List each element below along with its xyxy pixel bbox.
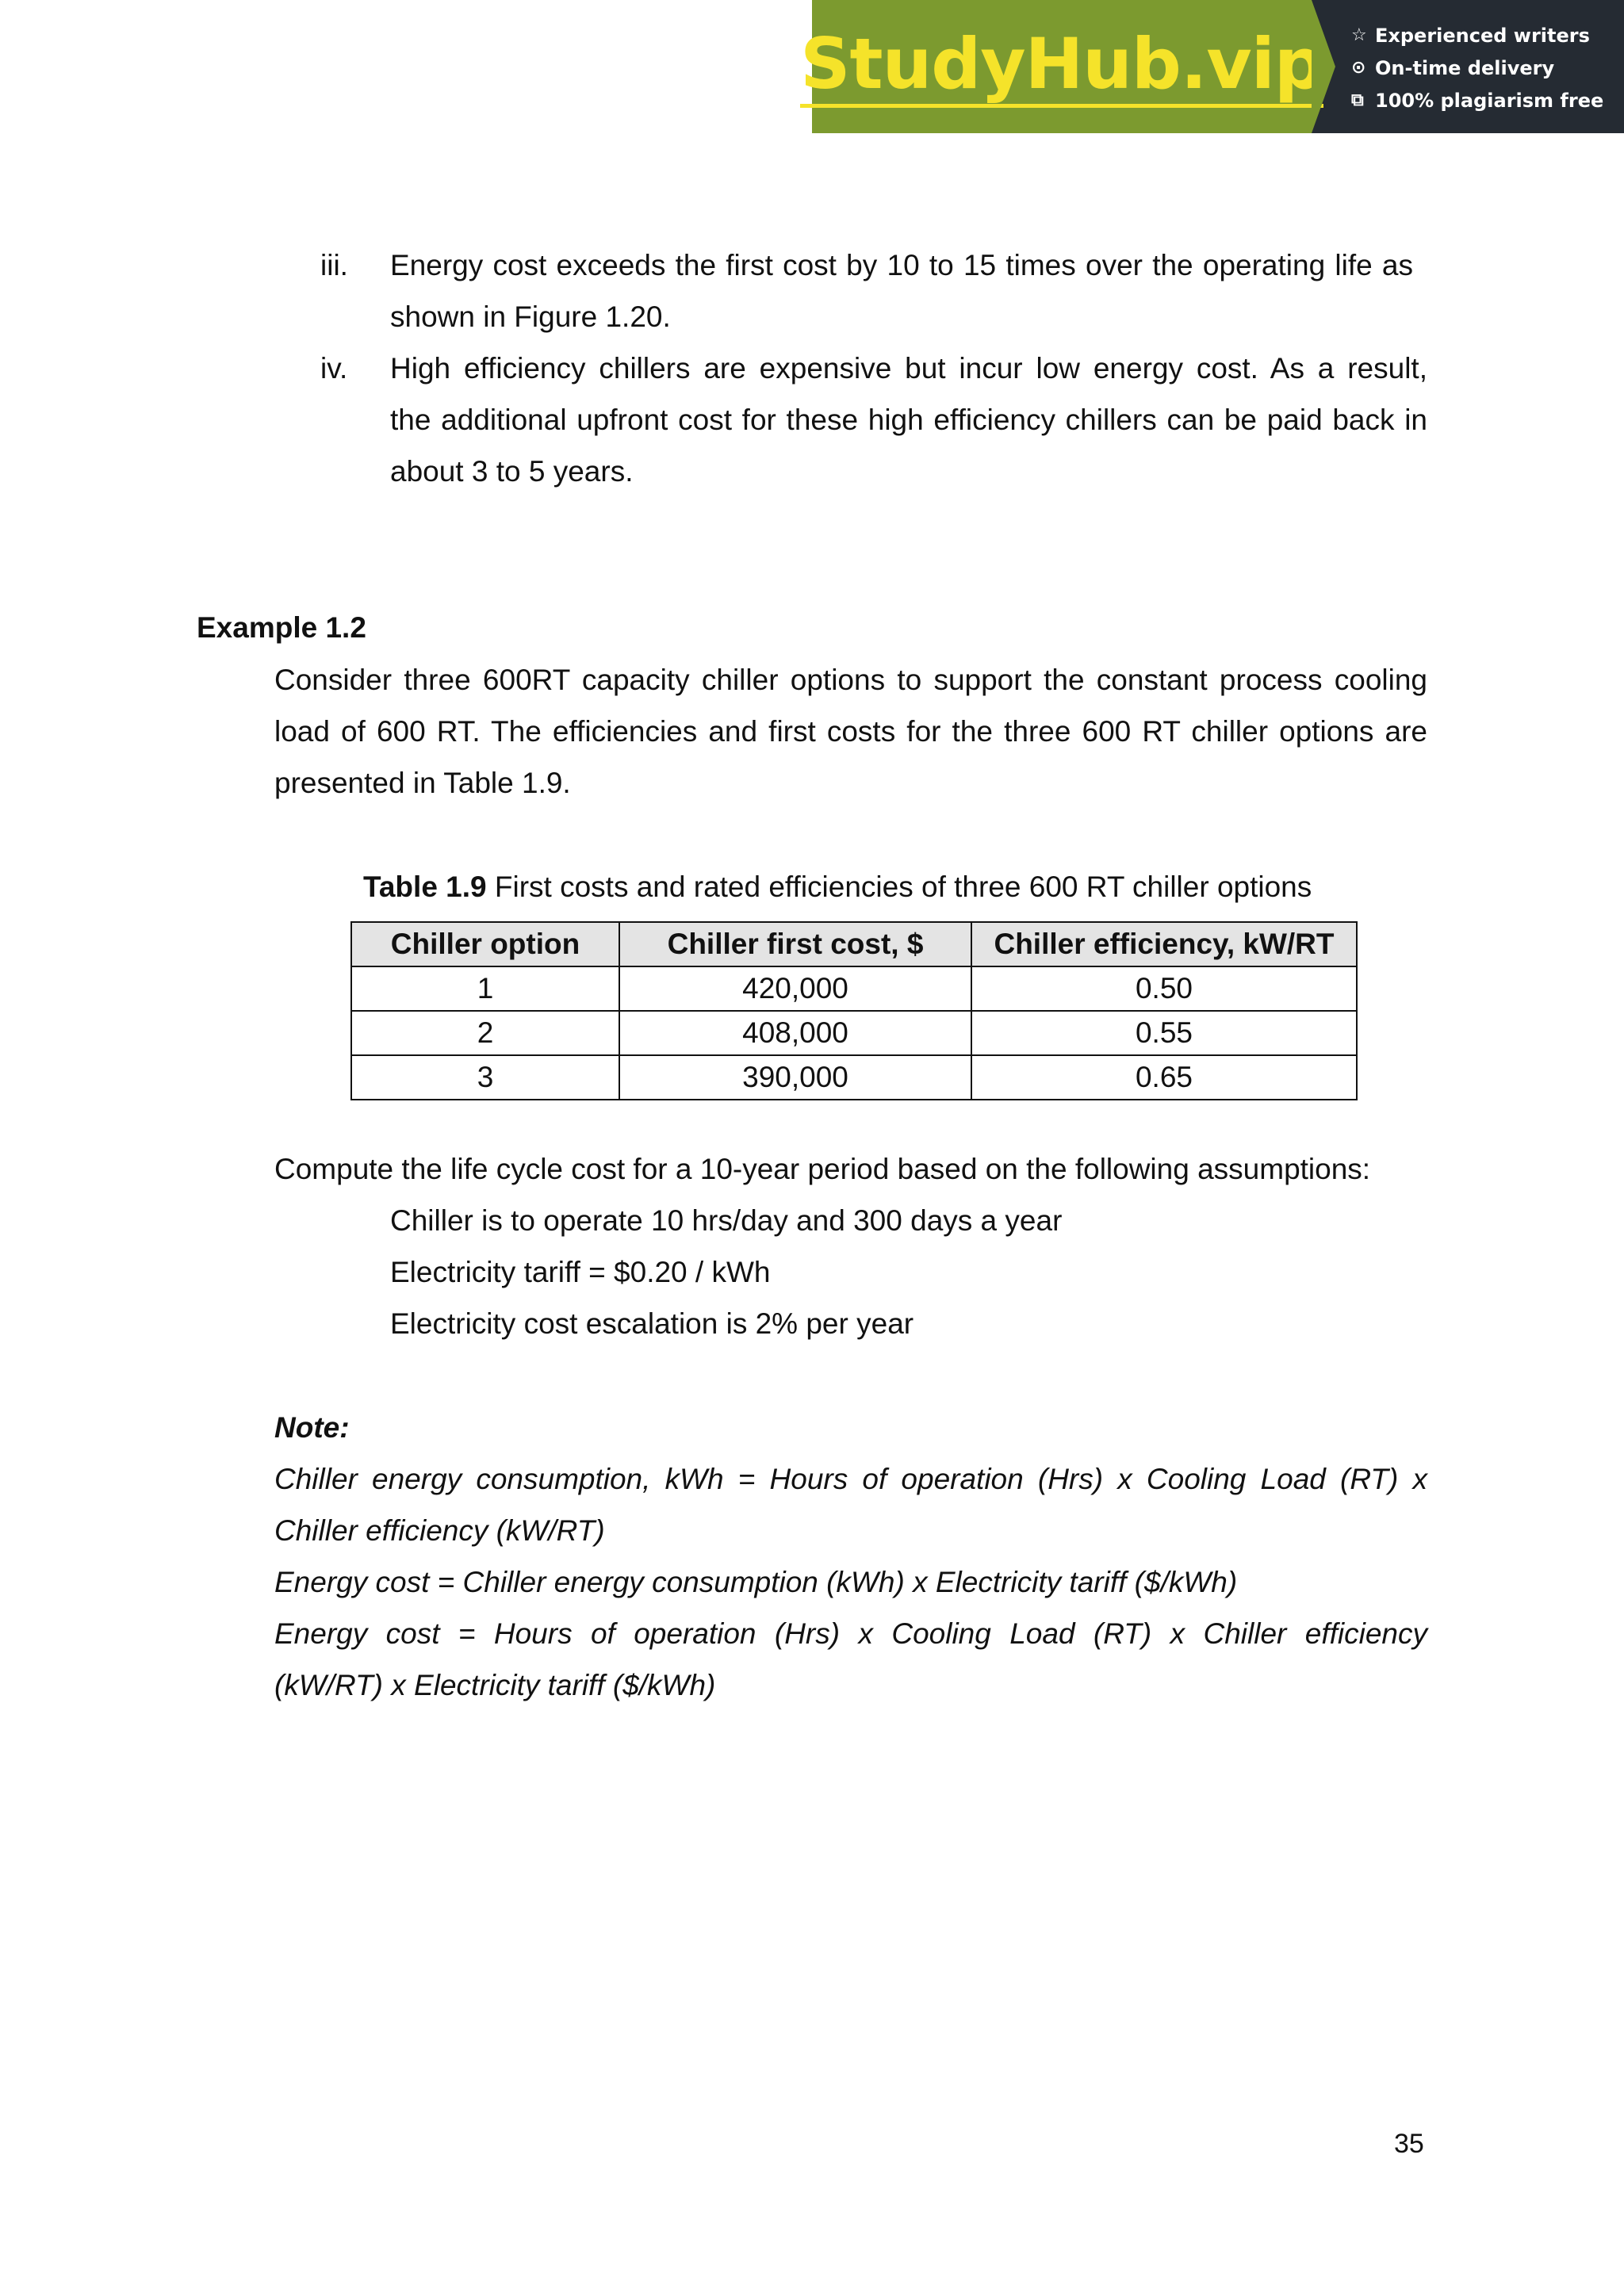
- note-line-3: Energy cost = Chiller energy consumption (kWh) x Electricity tariff ($/kWh): [274, 1566, 1238, 1598]
- assumption-item: Chiller is to operate 10 hrs/day and 300 days a year: [390, 1204, 1063, 1237]
- table-caption: [363, 870, 1312, 905]
- assumptions-lead: Compute the life cycle cost for a 10-year period based on the following assumptions:: [274, 1153, 1371, 1185]
- feature-label: 100% plagiarism free: [1375, 89, 1604, 112]
- table-header-cell: Chiller efficiency, kW/RT: [971, 922, 1357, 966]
- feature-plagiarism-free: [1351, 84, 1624, 117]
- banner-features: [1312, 0, 1624, 133]
- list-item-iv-line-1: High efficiency chillers are expensive but incur low energy cost. As a result,: [390, 352, 1427, 385]
- table-cell: 420,000: [619, 966, 971, 1011]
- assumption-item: Electricity cost escalation is 2% per year: [390, 1307, 914, 1340]
- table-cell: 390,000: [619, 1055, 971, 1100]
- note-line-1: Chiller energy consumption, kWh = Hours of operation (Hrs) x Cooling Load (RT) x: [274, 1463, 1427, 1495]
- table-cell: 0.55: [971, 1011, 1357, 1055]
- studyhub-logo[interactable]: [800, 0, 1323, 133]
- table-row: [351, 1055, 1357, 1100]
- studyhub-banner[interactable]: [800, 0, 1624, 133]
- table-row: [351, 1011, 1357, 1055]
- note-line-2: Chiller efficiency (kW/RT): [274, 1514, 605, 1547]
- table-header-cell: Chiller first cost, $: [619, 922, 971, 966]
- table-cell: 408,000: [619, 1011, 971, 1055]
- feature-on-time-delivery: [1351, 52, 1624, 84]
- banner-arrow-shape: [1312, 0, 1335, 133]
- example-intro-line-2: load of 600 RT. The efficiencies and first costs for the three 600 RT chiller options are: [274, 715, 1427, 748]
- table-cell: 3: [351, 1055, 619, 1100]
- example-intro-line-1: Consider three 600RT capacity chiller options to support the constant process cooling: [274, 664, 1427, 696]
- table-cell: 1: [351, 966, 619, 1011]
- clock-icon: ⊙: [1351, 58, 1366, 78]
- list-marker-iii: iii.: [320, 249, 348, 281]
- page-number: 35: [1394, 2129, 1424, 2159]
- star-icon: ☆: [1351, 25, 1367, 45]
- list-item-iv-line-3: about 3 to 5 years.: [390, 455, 634, 488]
- note-line-4: Energy cost = Hours of operation (Hrs) x Cooling Load (RT) x Chiller efficiency: [274, 1617, 1427, 1650]
- logo-text: StudyHub.vip: [800, 26, 1323, 108]
- table-caption-label: Table 1.9: [363, 871, 487, 903]
- example-heading: Example 1.2: [197, 611, 366, 644]
- chiller-options-table: [350, 921, 1358, 1100]
- table-cell: 0.65: [971, 1055, 1357, 1100]
- table-caption-text: First costs and rated efficiencies of three 600 RT chiller options: [486, 871, 1312, 903]
- example-intro-line-3: presented in Table 1.9.: [274, 767, 571, 799]
- list-item-iii-line-2: shown in Figure 1.20.: [390, 300, 671, 333]
- feature-label: Experienced writers: [1375, 24, 1590, 47]
- list-marker-iv: iv.: [320, 352, 348, 385]
- list-item-iii-line-1: Energy cost exceeds the first cost by 10 to 15 times over the operating life as: [390, 249, 1413, 281]
- list-item-iv-line-2: the additional upfront cost for these high efficiency chillers can be paid back in: [390, 404, 1427, 436]
- copy-icon: ⧉: [1351, 90, 1364, 110]
- feature-label: On-time delivery: [1375, 56, 1555, 79]
- feature-experienced-writers: [1351, 19, 1624, 52]
- table-header-cell: Chiller option: [351, 922, 619, 966]
- table-cell: 0.50: [971, 966, 1357, 1011]
- table-header-row: [351, 922, 1357, 966]
- note-line-5: (kW/RT) x Electricity tariff ($/kWh): [274, 1669, 716, 1701]
- table-row: [351, 966, 1357, 1011]
- table-cell: 2: [351, 1011, 619, 1055]
- note-heading: Note:: [274, 1411, 350, 1444]
- assumption-item: Electricity tariff = $0.20 / kWh: [390, 1256, 771, 1288]
